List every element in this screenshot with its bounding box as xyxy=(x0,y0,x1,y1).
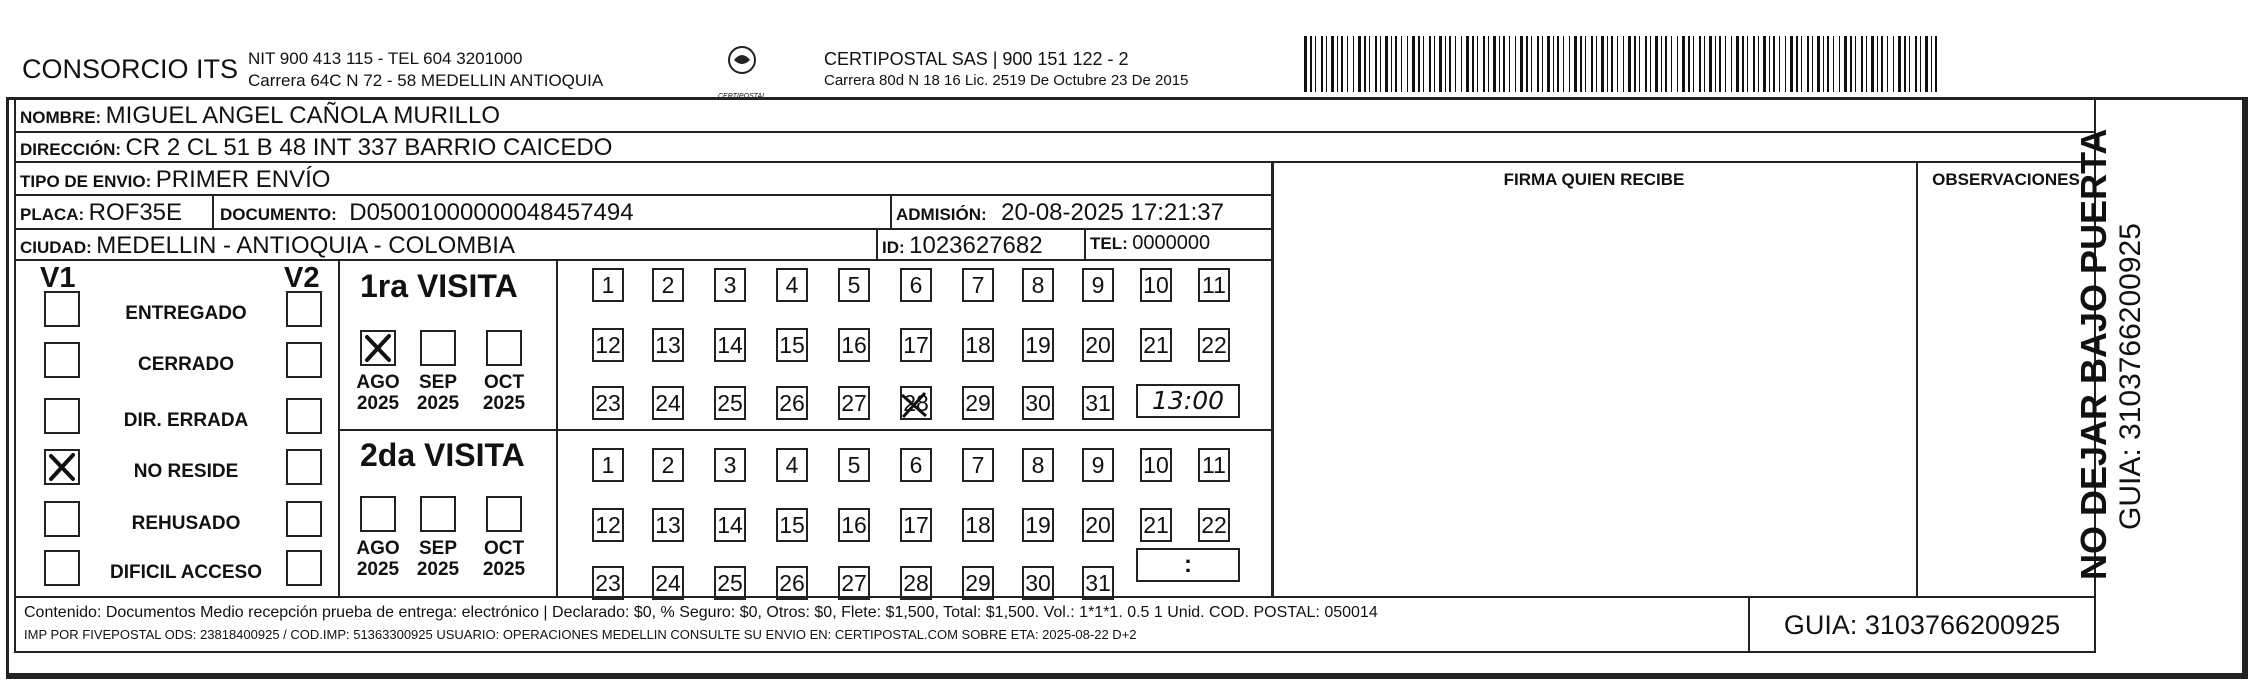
day-cell[interactable]: 30 xyxy=(1022,566,1054,600)
day-cell[interactable]: 3 xyxy=(714,268,746,302)
day-cell[interactable]: 19 xyxy=(1022,328,1054,362)
id-label: ID: xyxy=(882,238,905,257)
month-checkbox[interactable] xyxy=(486,330,522,366)
day-cell[interactable]: 12 xyxy=(592,328,624,362)
day-cell[interactable]: 13 xyxy=(652,328,684,362)
month-checkbox[interactable] xyxy=(360,496,396,532)
day-cell[interactable]: 25 xyxy=(714,386,746,420)
v1-checkbox[interactable] xyxy=(44,550,80,586)
day-cell[interactable]: 24 xyxy=(652,566,684,600)
v2-checkbox[interactable] xyxy=(286,398,322,434)
day-cell[interactable]: 1 xyxy=(592,268,624,302)
day-cell[interactable]: 17 xyxy=(900,508,932,542)
day-cell[interactable]: 26 xyxy=(776,566,808,600)
ciudad-label: CIUDAD: xyxy=(20,238,92,257)
visit2-title: 2da VISITA xyxy=(360,437,525,473)
observaciones-label: OBSERVACIONES xyxy=(1932,170,2080,189)
tipo-envio-value: PRIMER ENVÍO xyxy=(155,166,331,193)
placa-label: PLACA: xyxy=(20,205,85,224)
tipo-envio-label: TIPO DE ENVIO: xyxy=(20,172,152,191)
side-line2: GUIA: 3103766200925 xyxy=(2114,223,2147,530)
v2-checkbox[interactable] xyxy=(286,501,322,537)
day-cell[interactable]: 28 xyxy=(900,386,932,420)
day-cell[interactable]: 6 xyxy=(900,268,932,302)
visit2-time-box[interactable] xyxy=(1136,548,1240,582)
day-cell[interactable]: 17 xyxy=(900,328,932,362)
footer-contenido: Contenido: Documentos Medio recepción prueba de entrega: electrónico | Declarado: $0, % Seguro: $0, Otros: $0, Flete: $1,500, Total: $1,500. Vol.: 1*1*1. 0.5 1 Unid. COD. POSTAL: 050014 xyxy=(24,604,1378,621)
day-cell[interactable]: 11 xyxy=(1198,268,1230,302)
day-cell[interactable]: 2 xyxy=(652,448,684,482)
month-checkbox[interactable] xyxy=(420,496,456,532)
day-cell[interactable]: 20 xyxy=(1082,328,1114,362)
status-label: CERRADO xyxy=(137,354,235,375)
day-cell[interactable]: 29 xyxy=(962,386,994,420)
day-cell[interactable]: 19 xyxy=(1022,508,1054,542)
day-cell[interactable]: 10 xyxy=(1140,448,1172,482)
v1-label: V1 xyxy=(40,262,76,294)
direccion-value: CR 2 CL 51 B 48 INT 337 BARRIO CAICEDO xyxy=(125,134,613,161)
day-cell[interactable]: 29 xyxy=(962,566,994,600)
placa-value: ROF35E xyxy=(88,199,183,226)
nombre-label: NOMBRE: xyxy=(20,108,102,127)
day-cell[interactable]: 26 xyxy=(776,386,808,420)
v2-checkbox[interactable] xyxy=(286,449,322,485)
day-cell[interactable]: 18 xyxy=(962,508,994,542)
day-cell[interactable]: 21 xyxy=(1140,328,1172,362)
ciudad-value: MEDELLIN - ANTIOQUIA - COLOMBIA xyxy=(96,232,515,259)
day-cell[interactable]: 27 xyxy=(838,386,870,420)
month-label: SEP 2025 xyxy=(416,538,460,580)
visit1-title: 1ra VISITA xyxy=(360,268,518,304)
day-cell[interactable]: 8 xyxy=(1022,268,1054,302)
day-cell[interactable]: 9 xyxy=(1082,448,1114,482)
month-checkbox[interactable] xyxy=(360,330,396,366)
status-label: ENTREGADO xyxy=(125,303,247,324)
v2-checkbox[interactable] xyxy=(286,342,322,378)
status-label: DIR. ERRADA xyxy=(123,410,249,431)
day-cell[interactable]: 4 xyxy=(776,448,808,482)
admision-label: ADMISIÓN: xyxy=(896,205,987,224)
day-cell[interactable]: 20 xyxy=(1082,508,1114,542)
footer-imp: IMP POR FIVEPOSTAL ODS: 23818400925 / COD.IMP: 51363300925 USUARIO: OPERACIONES MEDELLIN CONSULTE SU ENVIO EN: CERTIPOSTAL.COM SOBRE ETA: 2025-08-22 D+2 xyxy=(24,627,1137,642)
v2-checkbox[interactable] xyxy=(286,550,322,586)
v1-checkbox[interactable] xyxy=(44,501,80,537)
certipostal-address: Carrera 80d N 18 16 Lic. 2519 De Octubre 23 De 2015 xyxy=(824,72,1189,89)
visit1-time-box[interactable] xyxy=(1136,384,1240,418)
v1-checkbox[interactable] xyxy=(44,291,80,327)
side-line1: NO DEJAR BAJO PUERTA xyxy=(2073,128,2114,580)
day-cell[interactable]: 21 xyxy=(1140,508,1172,542)
month-label: AGO 2025 xyxy=(356,372,400,414)
day-cell[interactable]: 7 xyxy=(962,448,994,482)
day-cell[interactable]: 12 xyxy=(592,508,624,542)
day-cell[interactable]: 25 xyxy=(714,566,746,600)
address-line: Carrera 64C N 72 - 58 MEDELLIN ANTIOQUIA xyxy=(248,71,604,90)
day-cell[interactable]: 5 xyxy=(838,448,870,482)
v2-label: V2 xyxy=(284,262,320,294)
day-cell[interactable]: 16 xyxy=(838,328,870,362)
day-cell[interactable]: 23 xyxy=(592,386,624,420)
tel-label: TEL: xyxy=(1090,234,1128,253)
month-label: OCT 2025 xyxy=(482,538,526,580)
day-cell[interactable]: 28 xyxy=(900,566,932,600)
day-cell[interactable]: 15 xyxy=(776,328,808,362)
day-cell[interactable]: 16 xyxy=(838,508,870,542)
day-cell[interactable]: 30 xyxy=(1022,386,1054,420)
month-checkbox[interactable] xyxy=(486,496,522,532)
id-value: 1023627682 xyxy=(909,232,1043,259)
day-cell[interactable]: 31 xyxy=(1082,566,1114,600)
month-label: OCT 2025 xyxy=(482,372,526,414)
visit2-time: : xyxy=(1184,551,1192,578)
day-cell[interactable]: 2 xyxy=(652,268,684,302)
status-label: DIFICIL ACCESO xyxy=(109,562,262,583)
day-cell[interactable]: 6 xyxy=(900,448,932,482)
v1-checkbox[interactable] xyxy=(44,449,80,485)
certipostal-line: CERTIPOSTAL SAS | 900 151 122 - 2 xyxy=(824,49,1129,69)
month-label: SEP 2025 xyxy=(416,372,460,414)
admision-value: 20-08-2025 17:21:37 xyxy=(1001,199,1224,226)
day-cell[interactable]: 15 xyxy=(776,508,808,542)
v2-checkbox[interactable] xyxy=(286,291,322,327)
company-name: CONSORCIO ITS xyxy=(22,54,239,84)
day-cell[interactable]: 4 xyxy=(776,268,808,302)
day-cell[interactable]: 24 xyxy=(652,386,684,420)
status-label: NO RESIDE xyxy=(133,461,239,482)
day-cell[interactable]: 27 xyxy=(838,566,870,600)
nombre-value: MIGUEL ANGEL CAÑOLA MURILLO xyxy=(105,102,501,129)
month-label: AGO 2025 xyxy=(356,538,400,580)
documento-value: D05001000000048457494 xyxy=(349,199,634,226)
month-checkbox[interactable] xyxy=(420,330,456,366)
v1-checkbox[interactable] xyxy=(44,398,80,434)
day-cell[interactable]: 9 xyxy=(1082,268,1114,302)
documento-label: DOCUMENTO: xyxy=(220,205,337,224)
day-cell[interactable]: 31 xyxy=(1082,386,1114,420)
day-cell[interactable]: 5 xyxy=(838,268,870,302)
day-cell[interactable]: 22 xyxy=(1198,508,1230,542)
day-cell[interactable]: 7 xyxy=(962,268,994,302)
nit-line: NIT 900 413 115 - TEL 604 3201000 xyxy=(248,49,523,68)
visit1-time: 13:00 xyxy=(1151,386,1225,415)
day-cell[interactable]: 10 xyxy=(1140,268,1172,302)
day-cell[interactable]: 14 xyxy=(714,328,746,362)
day-cell[interactable]: 1 xyxy=(592,448,624,482)
v1-checkbox[interactable] xyxy=(44,342,80,378)
tel-value: 0000000 xyxy=(1132,232,1211,254)
day-cell[interactable]: 23 xyxy=(592,566,624,600)
certipostal-logo-icon xyxy=(712,44,772,92)
day-cell[interactable]: 11 xyxy=(1198,448,1230,482)
day-cell[interactable]: 8 xyxy=(1022,448,1054,482)
status-label: REHUSADO xyxy=(131,513,241,534)
day-cell[interactable]: 18 xyxy=(962,328,994,362)
direccion-label: DIRECCIÓN: xyxy=(20,140,122,159)
firma-label: FIRMA QUIEN RECIBE xyxy=(1503,170,1685,189)
side-text xyxy=(2074,120,2194,580)
day-cell[interactable]: 22 xyxy=(1198,328,1230,362)
footer-guia: GUIA: 3103766200925 xyxy=(1783,610,2061,640)
day-cell[interactable]: 13 xyxy=(652,508,684,542)
day-cell[interactable]: 3 xyxy=(714,448,746,482)
day-cell[interactable]: 14 xyxy=(714,508,746,542)
barcode xyxy=(1304,36,1944,92)
